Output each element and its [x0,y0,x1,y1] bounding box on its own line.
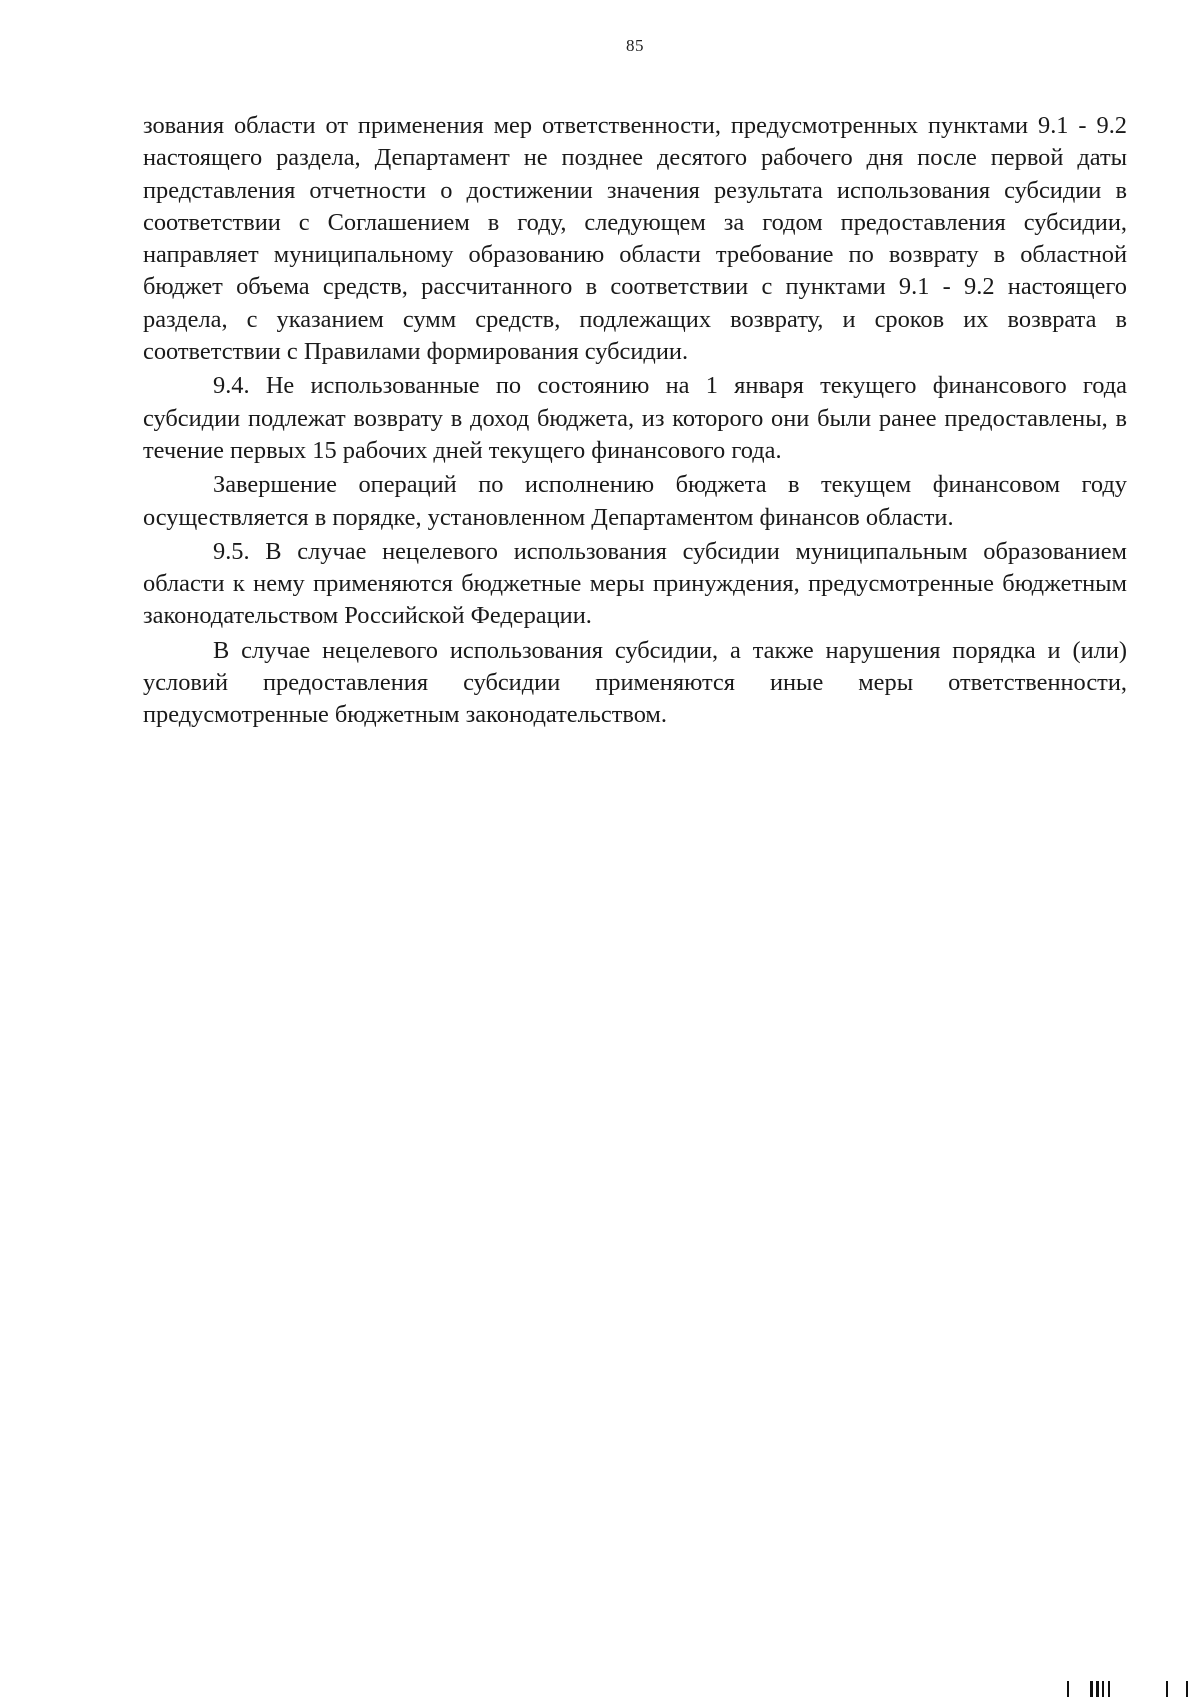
scan-mark [1090,1681,1093,1697]
scan-mark [1096,1681,1099,1697]
paragraph-budget-completion: Завершение операций по исполнению бюджета в текущем финансовом году осуществляется в порядке, установленном Департаментом финансов области. [143,471,1127,531]
scan-mark [1108,1681,1110,1697]
paragraph-other-measures: В случае нецелевого использования субсидии, а также нарушения порядка и (или) условий предоставления субсидии применяются иные меры ответственности, предусмотренные бюджетным законодательством. [143,636,1127,729]
scan-mark [1067,1681,1069,1697]
paragraph-continuation: зования области от применения мер ответственности, предусмотренных пунктами 9.1 - 9.2 настоящего раздела, Департамент не позднее десятого рабочего дня после первой даты представления отчетности о достижении значения результата использования субсидии в соответствии с Соглашением в году, следующем за годом предоставления субсидии, направляет муниципальному образованию области требование по возврату в областной бюджет объема средств, рассчитанного в соответствии с пунктами 9.1 - 9.2 настоящего раздела, с указанием сумм средств, подлежащих возврату, и сроков их возврата в соответствии с Правилами формирования субсидии. [143,112,1127,366]
paragraph-clause-9-5: 9.5. В случае нецелевого использования субсидии муниципальным образованием области к нему применяются бюджетные меры принуждения, предусмотренные бюджетным законодательством Российской Федерации. [143,537,1127,630]
paragraph-clause-9-4: 9.4. Не использованные по состоянию на 1 января текущего финансового года субсидии подлежат возврату в доход бюджета, из которого они были ранее предоставлены, в течение первых 15 рабочих дней текущего финансового года. [143,372,1127,464]
page-number: 85 [626,36,644,55]
document-body [143,110,1127,734]
scan-mark [1166,1681,1168,1697]
scan-mark [1102,1681,1104,1697]
scan-mark [1186,1681,1188,1697]
